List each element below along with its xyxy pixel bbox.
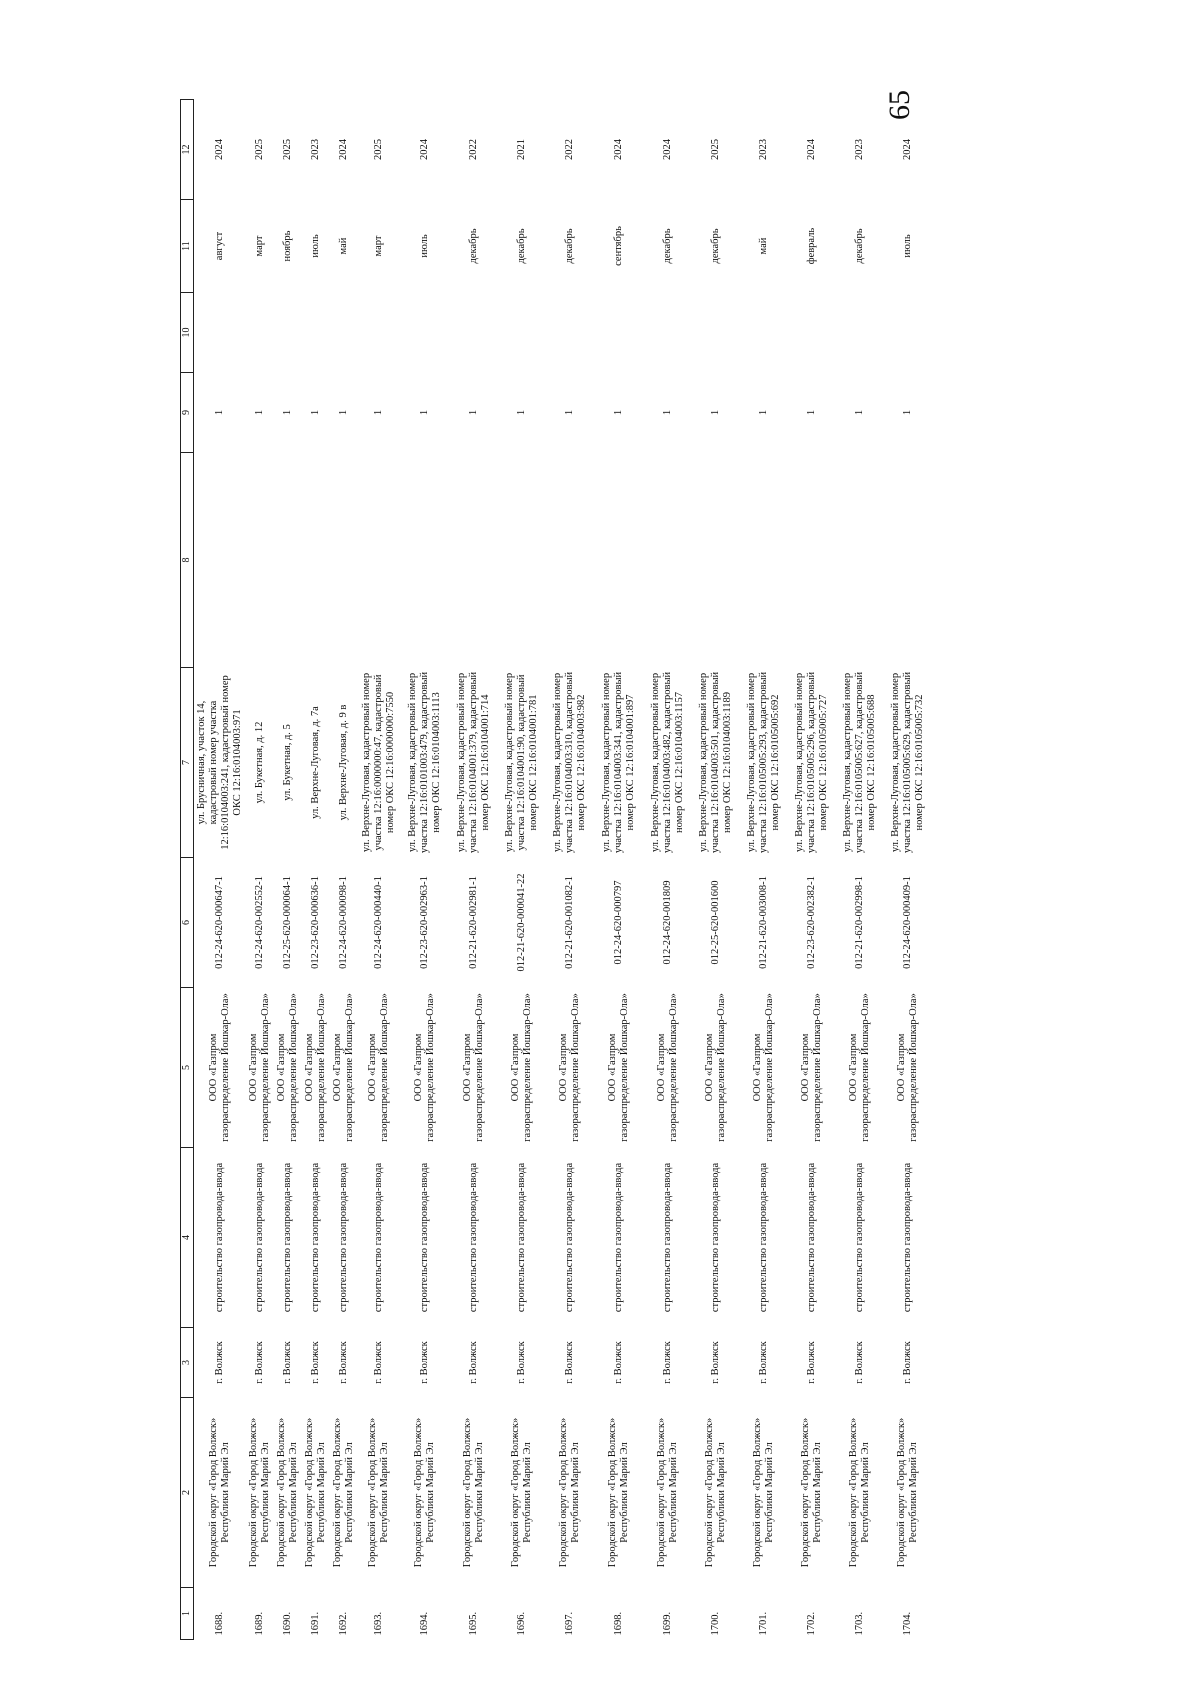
settlement-cell: г. Волжск xyxy=(468,1341,480,1384)
municipality-cell: Городской округ «Город Волжск» Республики Марий Эл xyxy=(558,1417,582,1568)
municipality-cell: Городской округ «Город Волжск» Республики Марий Эл xyxy=(848,1417,872,1568)
organization-cell: ООО «Газпром газораспределение Йошкар-Ола» xyxy=(656,993,680,1142)
quantity-cell: 1 xyxy=(564,409,576,416)
year-cell: 2025 xyxy=(710,139,722,160)
work-type-cell: строительство газопровода-ввода xyxy=(373,1162,385,1313)
col-header-4: 4 xyxy=(181,1148,194,1328)
column-8-cell xyxy=(884,453,932,668)
col-header-1: 1 xyxy=(181,1588,194,1640)
col-header-11: 11 xyxy=(181,200,194,293)
work-type-cell: строительство газопровода-ввода xyxy=(902,1162,914,1313)
column-8-cell xyxy=(302,453,330,668)
column-8-cell xyxy=(644,453,692,668)
column-8-cell xyxy=(358,453,400,668)
work-type-cell: строительство газопровода-ввода xyxy=(516,1162,528,1313)
row-number: 1691. xyxy=(310,1611,322,1636)
registration-code-cell: 012-23-620-002963-1 xyxy=(419,876,431,969)
row-number: 1697. xyxy=(564,1611,576,1636)
gas-connection-table xyxy=(180,99,932,1640)
table-row xyxy=(546,100,594,1640)
work-type-cell: строительство газопровода-ввода xyxy=(564,1162,576,1313)
month-cell: декабрь xyxy=(854,228,866,264)
year-cell: 2024 xyxy=(613,139,625,160)
registration-code-cell: 012-23-620-002382-1 xyxy=(806,876,818,969)
col-header-7: 7 xyxy=(181,668,194,858)
table-row xyxy=(498,100,546,1640)
registration-code-cell: 012-24-620-001809 xyxy=(662,880,674,965)
registration-code-cell: 012-25-620-001600 xyxy=(710,880,722,965)
settlement-cell: г. Волжск xyxy=(758,1341,770,1384)
organization-cell: ООО «Газпром газораспределение Йошкар-Ола» xyxy=(247,993,271,1142)
quantity-cell: 1 xyxy=(468,409,480,416)
rotated-page xyxy=(180,100,980,1640)
month-cell: декабрь xyxy=(468,228,480,264)
column-10-cell xyxy=(246,293,274,373)
row-number: 1690. xyxy=(281,1611,293,1636)
year-cell: 2021 xyxy=(516,139,528,160)
column-8-cell xyxy=(546,453,594,668)
year-cell: 2025 xyxy=(253,139,265,160)
table-row xyxy=(644,100,692,1640)
year-cell: 2024 xyxy=(662,139,674,160)
col-header-9: 9 xyxy=(181,373,194,453)
row-number: 1689. xyxy=(253,1611,265,1636)
column-10-cell xyxy=(644,293,692,373)
municipality-cell: Городской округ «Город Волжск» Республики Марий Эл xyxy=(704,1417,728,1568)
month-cell: июль xyxy=(902,234,914,258)
organization-cell: ООО «Газпром газораспределение Йошкар-Ола» xyxy=(413,993,437,1142)
work-type-cell: строительство газопровода-ввода xyxy=(758,1162,770,1313)
registration-code-cell: 012-21-620-000041-22 xyxy=(516,873,528,972)
column-10-cell xyxy=(302,293,330,373)
address-cell: ул. Верхне-Луговая, кадастровый номер участка 12:16:0000000:47, кадастровый номер ОКС 12:16:0000000:7550 xyxy=(361,672,397,853)
registration-code-cell: 012-24-620-000797 xyxy=(613,880,625,965)
column-8-cell xyxy=(740,453,788,668)
quantity-cell: 1 xyxy=(613,409,625,416)
address-cell: ул. Верхне-Луговая, кадастровый номер участка 12:16:0104003:341, кадастровый номер ОКС 12:16:0104001:897 xyxy=(601,671,637,854)
municipality-cell: Городской округ «Город Волжск» Республики Марий Эл xyxy=(275,1417,299,1568)
address-cell: ул. Букетная, д. 12 xyxy=(253,721,265,804)
row-number: 1699. xyxy=(662,1611,674,1636)
row-number: 1698. xyxy=(613,1611,625,1636)
quantity-cell: 1 xyxy=(310,409,322,416)
column-8-cell xyxy=(246,453,274,668)
year-cell: 2024 xyxy=(338,139,350,160)
table-body xyxy=(193,100,932,1640)
settlement-cell: г. Волжск xyxy=(806,1341,818,1384)
municipality-cell: Городской округ «Город Волжск» Республики Марий Эл xyxy=(247,1417,271,1568)
page-number: 65 xyxy=(883,90,916,120)
year-cell: 2025 xyxy=(281,139,293,160)
table-row xyxy=(836,100,884,1640)
work-type-cell: строительство газопровода-ввода xyxy=(338,1162,350,1313)
table-row xyxy=(400,100,450,1640)
table-row xyxy=(884,100,932,1640)
column-8-cell xyxy=(788,453,836,668)
organization-cell: ООО «Газпром газораспределение Йошкар-Ола» xyxy=(558,993,582,1142)
column-10-cell xyxy=(692,293,740,373)
municipality-cell: Городской округ «Город Волжск» Республики Марий Эл xyxy=(462,1417,486,1568)
row-number: 1702. xyxy=(806,1611,818,1636)
column-8-cell xyxy=(330,453,358,668)
table-row xyxy=(358,100,400,1640)
column-8-cell xyxy=(836,453,884,668)
quantity-cell: 1 xyxy=(419,409,431,416)
settlement-cell: г. Волжск xyxy=(564,1341,576,1384)
quantity-cell: 1 xyxy=(662,409,674,416)
address-cell: ул. Верхне-Луговая, кадастровый номер участка 12:16:0104003:482, кадастровый номер ОКС 12:16:0104003:1157 xyxy=(650,671,686,854)
municipality-cell: Городской округ «Город Волжск» Республики Марий Эл xyxy=(752,1417,776,1568)
work-type-cell: строительство газопровода-ввода xyxy=(854,1162,866,1313)
row-number: 1704. xyxy=(902,1611,914,1636)
month-cell: сентябрь xyxy=(613,226,625,266)
registration-code-cell: 012-24-620-000647-1 xyxy=(213,876,225,969)
col-header-6: 6 xyxy=(181,858,194,988)
organization-cell: ООО «Газпром газораспределение Йошкар-Ола» xyxy=(848,993,872,1142)
column-10-cell xyxy=(884,293,932,373)
table-row xyxy=(692,100,740,1640)
year-cell: 2025 xyxy=(373,139,385,160)
registration-code-cell: 012-24-620-002552-1 xyxy=(253,876,265,969)
address-cell: ул. Верхне-Луговая, кадастровый номер участка 12:16:0104001:379, кадастровый номер ОКС 12:16:0104001:714 xyxy=(456,671,492,854)
settlement-cell: г. Волжск xyxy=(710,1341,722,1384)
table-row xyxy=(594,100,644,1640)
work-type-cell: строительство газопровода-ввода xyxy=(613,1162,625,1313)
registration-code-cell: 012-24-620-000409-1 xyxy=(902,876,914,969)
work-type-cell: строительство газопровода-ввода xyxy=(253,1162,265,1313)
quantity-cell: 1 xyxy=(253,409,265,416)
column-10-cell xyxy=(450,293,498,373)
settlement-cell: г. Волжск xyxy=(516,1341,528,1384)
address-cell: ул. Верхне-Луговая, кадастровый номер участка 12:16:0105005:627, кадастровый номер ОКС 12:16:0105005:688 xyxy=(842,671,878,854)
registration-code-cell: 012-24-620-000440-1 xyxy=(373,876,385,969)
work-type-cell: строительство газопровода-ввода xyxy=(281,1162,293,1313)
column-number-row xyxy=(181,100,194,1640)
organization-cell: ООО «Газпром газораспределение Йошкар-Ола» xyxy=(367,993,391,1142)
quantity-cell: 1 xyxy=(373,409,385,416)
row-number: 1692. xyxy=(338,1611,350,1636)
row-number: 1703. xyxy=(854,1611,866,1636)
municipality-cell: Городской округ «Город Волжск» Республики Марий Эл xyxy=(800,1417,824,1568)
quantity-cell: 1 xyxy=(338,409,350,416)
month-cell: декабрь xyxy=(710,228,722,264)
year-cell: 2024 xyxy=(902,139,914,160)
month-cell: июль xyxy=(419,234,431,258)
organization-cell: ООО «Газпром газораспределение Йошкар-Ола» xyxy=(752,993,776,1142)
row-number: 1695. xyxy=(468,1611,480,1636)
address-cell: ул. Верхне-Луговая, д. 9 в xyxy=(338,704,350,821)
settlement-cell: г. Волжск xyxy=(310,1341,322,1384)
col-header-2: 2 xyxy=(181,1398,194,1588)
col-header-3: 3 xyxy=(181,1328,194,1398)
address-cell: ул. Верхне-Луговая, кадастровый номер участка 12:16:0101003:479, кадастровый номер ОКС 12:16:0104003:1113 xyxy=(407,671,443,854)
quantity-cell: 1 xyxy=(710,409,722,416)
column-10-cell xyxy=(546,293,594,373)
organization-cell: ООО «Газпром газораспределение Йошкар-Ола» xyxy=(800,993,824,1142)
organization-cell: ООО «Газпром газораспределение Йошкар-Ола» xyxy=(275,993,299,1142)
month-cell: июль xyxy=(310,234,322,258)
year-cell: 2023 xyxy=(758,139,770,160)
row-number: 1701. xyxy=(758,1611,770,1636)
column-10-cell xyxy=(836,293,884,373)
column-10-cell xyxy=(358,293,400,373)
settlement-cell: г. Волжск xyxy=(613,1341,625,1384)
municipality-cell: Городской округ «Город Волжск» Республики Марий Эл xyxy=(304,1417,328,1568)
organization-cell: ООО «Газпром газораспределение Йошкар-Ола» xyxy=(896,993,920,1142)
column-8-cell xyxy=(498,453,546,668)
settlement-cell: г. Волжск xyxy=(854,1341,866,1384)
quantity-cell: 1 xyxy=(213,409,225,416)
organization-cell: ООО «Газпром газораспределение Йошкар-Ола» xyxy=(510,993,534,1142)
quantity-cell: 1 xyxy=(854,409,866,416)
row-number: 1700. xyxy=(710,1611,722,1636)
municipality-cell: Городской округ «Город Волжск» Республики Марий Эл xyxy=(896,1417,920,1568)
municipality-cell: Городской округ «Город Волжск» Республики Марий Эл xyxy=(332,1417,356,1568)
col-header-10: 10 xyxy=(181,293,194,373)
column-8-cell xyxy=(400,453,450,668)
work-type-cell: строительство газопровода-ввода xyxy=(662,1162,674,1313)
month-cell: май xyxy=(338,237,350,255)
row-number: 1696. xyxy=(516,1611,528,1636)
column-8-cell xyxy=(450,453,498,668)
table-row xyxy=(450,100,498,1640)
table-row xyxy=(788,100,836,1640)
table-row xyxy=(740,100,788,1640)
month-cell: декабрь xyxy=(662,228,674,264)
address-cell: ул. Букетная, д. 5 xyxy=(281,724,293,801)
municipality-cell: Городской округ «Город Волжск» Республики Марий Эл xyxy=(367,1417,391,1568)
column-10-cell xyxy=(498,293,546,373)
quantity-cell: 1 xyxy=(902,409,914,416)
municipality-cell: Городской округ «Город Волжск» Республики Марий Эл xyxy=(607,1417,631,1568)
month-cell: ноябрь xyxy=(281,230,293,262)
column-8-cell xyxy=(692,453,740,668)
address-cell: ул. Верхне-Луговая, кадастровый номер участка 12:16:0105005:296, кадастровый номер ОКС 12:16:0105005:727 xyxy=(794,671,830,854)
row-number: 1693. xyxy=(373,1611,385,1636)
registration-code-cell: 012-21-620-001082-1 xyxy=(564,876,576,969)
registration-code-cell: 012-21-620-002981-1 xyxy=(468,876,480,969)
municipality-cell: Городской округ «Город Волжск» Республики Марий Эл xyxy=(413,1417,437,1568)
year-cell: 2023 xyxy=(854,139,866,160)
registration-code-cell: 012-24-620-000098-1 xyxy=(338,876,350,969)
municipality-cell: Городской округ «Город Волжск» Республики Марий Эл xyxy=(656,1417,680,1568)
col-header-8: 8 xyxy=(181,453,194,668)
settlement-cell: г. Волжск xyxy=(419,1341,431,1384)
month-cell: март xyxy=(373,235,385,257)
quantity-cell: 1 xyxy=(758,409,770,416)
work-type-cell: строительство газопровода-ввода xyxy=(213,1162,225,1313)
col-header-5: 5 xyxy=(181,988,194,1148)
column-10-cell xyxy=(594,293,644,373)
year-cell: 2024 xyxy=(419,139,431,160)
column-10-cell xyxy=(788,293,836,373)
organization-cell: ООО «Газпром газораспределение Йошкар-Ола» xyxy=(332,993,356,1142)
organization-cell: ООО «Газпром газораспределение Йошкар-Ола» xyxy=(207,993,231,1142)
column-10-cell xyxy=(274,293,302,373)
work-type-cell: строительство газопровода-ввода xyxy=(468,1162,480,1313)
month-cell: март xyxy=(253,235,265,257)
quantity-cell: 1 xyxy=(516,409,528,416)
col-header-12: 12 xyxy=(181,100,194,200)
work-type-cell: строительство газопровода-ввода xyxy=(806,1162,818,1313)
table-row xyxy=(246,100,274,1640)
table-row xyxy=(193,100,246,1640)
organization-cell: ООО «Газпром газораспределение Йошкар-Ола» xyxy=(304,993,328,1142)
column-10-cell xyxy=(400,293,450,373)
year-cell: 2022 xyxy=(564,139,576,160)
quantity-cell: 1 xyxy=(281,409,293,416)
year-cell: 2024 xyxy=(806,139,818,160)
address-cell: ул. Верхне-Луговая, кадастровый номер участка 12:16:0104003:310, кадастровый номер ОКС 12:16:0104003:982 xyxy=(552,671,588,854)
month-cell: август xyxy=(213,231,225,261)
settlement-cell: г. Волжск xyxy=(902,1341,914,1384)
registration-code-cell: 012-25-620-000064-1 xyxy=(281,876,293,969)
work-type-cell: строительство газопровода-ввода xyxy=(710,1162,722,1313)
address-cell: ул. Верхне-Луговая, кадастровый номер участка 12:16:0104003:501, кадастровый номер ОКС 12:16:0104003:1189 xyxy=(698,671,734,854)
month-cell: декабрь xyxy=(516,228,528,264)
address-cell: ул. Верхне-Луговая, кадастровый номер участка 12:16:0104001:90, кадастровый номер ОКС 12:16:0104001:781 xyxy=(504,672,540,853)
row-number: 1694. xyxy=(419,1611,431,1636)
column-8-cell xyxy=(193,453,246,668)
row-number: 1688. xyxy=(213,1611,225,1636)
address-cell: ул. Брусничная, участок 14, кадастровый номер участка 12:16:0104003:241, кадастровый номер ОКС 12:16:0104003:971 xyxy=(195,675,243,850)
year-cell: 2022 xyxy=(468,139,480,160)
month-cell: декабрь xyxy=(564,228,576,264)
settlement-cell: г. Волжск xyxy=(338,1341,350,1384)
table-row xyxy=(274,100,302,1640)
address-cell: ул. Верхне-Луговая, д. 7а xyxy=(310,706,322,819)
organization-cell: ООО «Газпром газораспределение Йошкар-Ола» xyxy=(462,993,486,1142)
column-10-cell xyxy=(330,293,358,373)
month-cell: май xyxy=(758,237,770,255)
column-10-cell xyxy=(193,293,246,373)
table-row xyxy=(330,100,358,1640)
municipality-cell: Городской округ «Город Волжск» Республики Марий Эл xyxy=(510,1417,534,1568)
settlement-cell: г. Волжск xyxy=(662,1341,674,1384)
municipality-cell: Городской округ «Город Волжск» Республики Марий Эл xyxy=(207,1417,231,1568)
column-10-cell xyxy=(740,293,788,373)
table-row xyxy=(302,100,330,1640)
registration-code-cell: 012-21-620-003008-1 xyxy=(758,876,770,969)
year-cell: 2023 xyxy=(310,139,322,160)
settlement-cell: г. Волжск xyxy=(253,1341,265,1384)
address-cell: ул. Верхне-Луговая, кадастровый номер участка 12:16:0105005:293, кадастровый номер ОКС 12:16:0105005:692 xyxy=(746,671,782,854)
settlement-cell: г. Волжск xyxy=(281,1341,293,1384)
year-cell: 2024 xyxy=(213,139,225,160)
work-type-cell: строительство газопровода-ввода xyxy=(419,1162,431,1313)
column-8-cell xyxy=(274,453,302,668)
quantity-cell: 1 xyxy=(806,409,818,416)
registration-code-cell: 012-23-620-000636-1 xyxy=(310,876,322,969)
settlement-cell: г. Волжск xyxy=(373,1341,385,1384)
registration-code-cell: 012-21-620-002998-1 xyxy=(854,876,866,969)
work-type-cell: строительство газопровода-ввода xyxy=(310,1162,322,1313)
address-cell: ул. Верхне-Луговая, кадастровый номер участка 12:16:0105005:629, кадастровый номер ОКС 12:16:0105005:732 xyxy=(890,671,926,854)
organization-cell: ООО «Газпром газораспределение Йошкар-Ола» xyxy=(704,993,728,1142)
settlement-cell: г. Волжск xyxy=(213,1341,225,1384)
month-cell: февраль xyxy=(806,227,818,265)
column-8-cell xyxy=(594,453,644,668)
organization-cell: ООО «Газпром газораспределение Йошкар-Ола» xyxy=(607,993,631,1142)
